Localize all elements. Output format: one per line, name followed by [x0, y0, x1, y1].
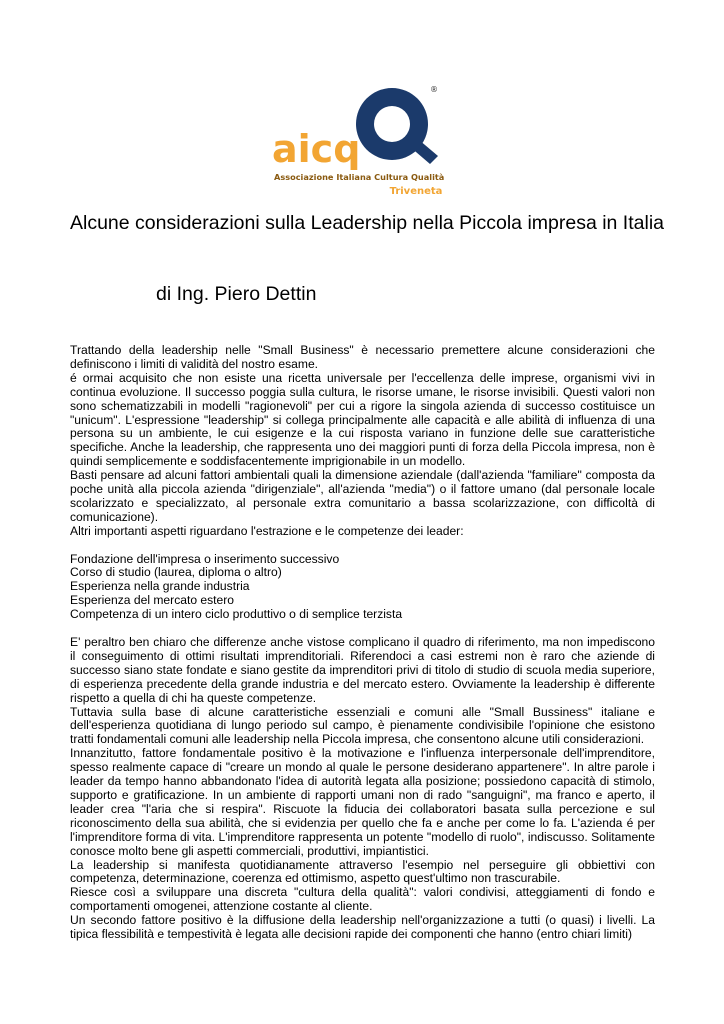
aicq-logo-graphic [270, 80, 460, 198]
list-item: Fondazione dell'impresa o inserimento successivo [70, 551, 340, 566]
document-body [70, 344, 655, 942]
paragraph: Riesce così a sviluppare una discreta "cultura della qualità": valori condivisi, atteggiamenti di fondo e comportamenti omogenei, attenzione costante al cliente. [70, 885, 655, 914]
document-author: di Ing. Piero Dettin [156, 283, 317, 305]
paragraph: Un secondo fattore positivo è la diffusione della leadership nell'organizzazione a tutti (o quasi) i livelli. La tipica flessibilità e tempestività è legata alle decisioni rapide dei componenti che hanno (entro chiari limiti) [70, 913, 655, 942]
paragraph: Innanzitutto, fattore fondamentale positivo è la motivazione e l'influenza interpersonale dell'imprenditore, spesso realmente capace di "creare un mondo al quale le persone desiderano appartenere". In altre parole i leader da tempo hanno abbandonato l'idea di autorità legata alla posizione; possiedono capacità di stimolo, supporto e gratificazione. In un ambiente di rapporti umani non di rado "sanguigni", ma franco e aperto, il leader crea "l'aria che si respira". Riscuote la fiducia dei collaboratori basata sulla percezione e sul riconoscimento della sua abilità, che si evidenzia per quello che fa e anche per come lo fa. L'azienda é per l'imprenditore forma di vita. L'imprenditore rappresenta un potente "modello di ruolo", indiscusso. Solitamente conosce molto bene gli aspetti commerciali, produttivi, impiantistici. [70, 746, 655, 858]
logo-subtitle: Associazione Italiana Cultura Qualità [274, 172, 445, 182]
spacer [70, 622, 655, 636]
logo-registered-mark: ® [430, 85, 438, 94]
logo-acronym: aicq [272, 127, 361, 171]
spacer [70, 539, 655, 553]
aicq-logo [270, 80, 460, 198]
paragraph: E' peraltro ben chiaro che differenze anche vistose complicano il quadro di riferimento, ma non impediscono il conseguimento di ottimi risultati imprenditoriali. Riferendoci a casi estremi non è raro che aziende di successo siano state fondate e siano gestite da imprenditori privi di titolo di studio di scuola media superiore, di esperienza precedente della grande industria e del mercato estero. Ovviamente la leadership è differente rispetto a quella di chi ha queste competenze. [70, 635, 655, 705]
paragraph: é ormai acquisito che non esiste una ricetta universale per l'eccellenza delle imprese, organismi vivi in continua evoluzione. Il successo poggia sulla cultura, le risorse umane, le risorse invisibili. Questi valori non sono schematizzabili in modelli "ragionevoli" per cui a rigore la singola azienda di successo costituisce un "unicum". L'espressione "leadership" si collega principalmente alle capacità e alle abilità di influenza di una persona su un ambiente, le cui esigenze e la cui risposta variano in funzione delle sue caratteristiche specifiche. Anche la leadership, che rappresenta uno dei maggiori punti di forza della Piccola impresa, non è quindi semplicemente e soddisfacentemente imprigionabile in un modello. [70, 370, 655, 469]
paragraph: Altri importanti aspetti riguardano l'estrazione e le competenze dei leader: [70, 523, 464, 538]
paragraph: Tuttavia sulla base di alcune caratteristiche essenziali e comuni alle "Small Bussiness" italiane e dell'esperienza quotidiana di lungo periodo sul campo, è pienamente condivisibile l'opinione che esistono tratti fondamentali comuni alle leadership nella Piccola impresa, che consentono alcune utili considerazioni. [70, 704, 655, 747]
list-item: Esperienza nella grande industria [70, 579, 250, 594]
list-item: Competenza di un intero ciclo produttivo o di semplice terzista [70, 607, 403, 622]
paragraph: Trattando della leadership nelle "Small Business" è necessario premettere alcune considerazioni che definiscono i limiti di validità del nostro esame. [70, 343, 655, 371]
document-title: Alcune considerazioni sulla Leadership nella Piccola impresa in Italia [70, 212, 664, 234]
leader-aspects-list [70, 553, 655, 623]
list-item: Corso di studio (laurea, diploma o altro) [70, 565, 282, 580]
paragraph: Basti pensare ad alcuni fattori ambientali quali la dimensione aziendale (dall'azienda "familiare" composta da poche unità alla piccola azienda "dirigenziale", all'azienda "media") o il fattore umano (dal personale locale scolarizzato e specializzato, al personale extra comunitario a bassa scolarizzazione, con difficoltà di comunicazione). [70, 468, 655, 524]
list-item: Esperienza del mercato estero [70, 593, 235, 608]
paragraph: La leadership si manifesta quotidianamente attraverso l'esempio nel perseguire gli obbiettivi con competenza, determinazione, coerenza ed ottimismo, aspetto quest'ultimo non trascurabile. [70, 857, 655, 886]
logo-region: Triveneta [389, 186, 443, 197]
